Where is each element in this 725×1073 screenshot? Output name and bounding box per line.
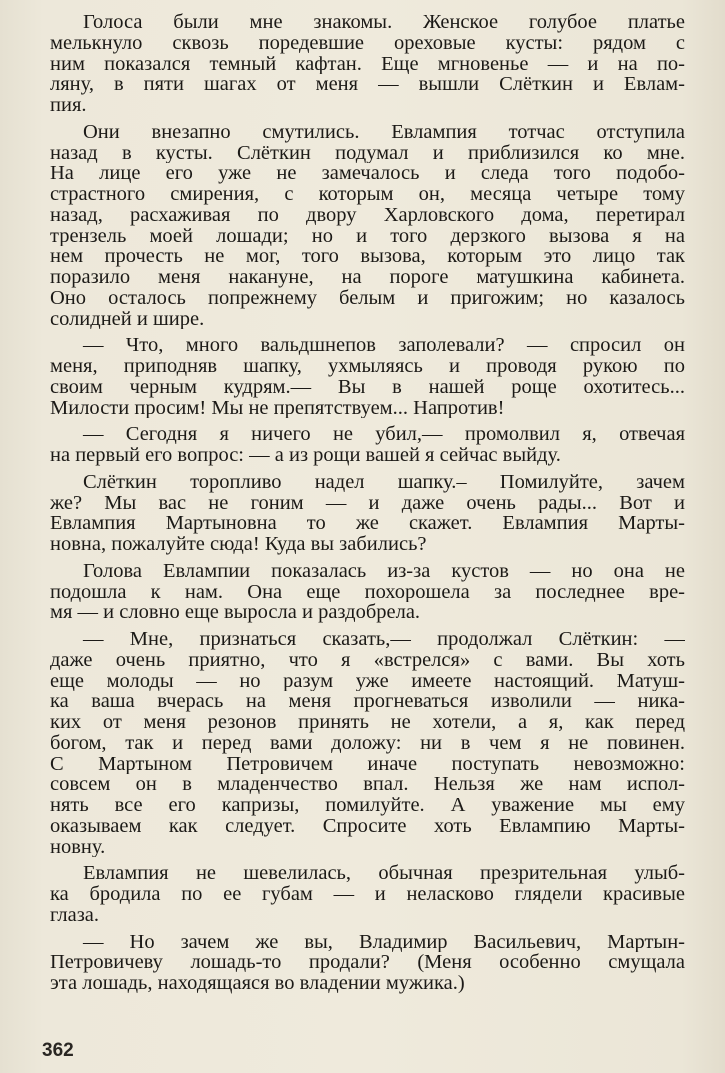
paragraph xyxy=(50,629,685,857)
text-line: Милости просим! Мы не препятствуем... Напротив! xyxy=(50,397,505,419)
text-line: — Но зачем же вы, Владимир Васильевич, Мартын- xyxy=(83,931,685,953)
text-line: мя — и словно еще выросла и раздобрела. xyxy=(50,602,421,623)
paragraph xyxy=(50,122,685,330)
text-line: — Сегодня я ничего не убил,— промолвил я, отвечая xyxy=(83,424,685,445)
text-line: — Что, много вальдшнепов заполевали? — спросил он xyxy=(83,335,685,356)
text-line: же? Мы вас не гоним — и даже очень рады... Вот и xyxy=(50,492,685,514)
text-line: назад, расхаживая по двору Харловского дома, перетирал xyxy=(50,204,685,226)
text-line: еще молоды — но разум уже имеете настоящий. Матуш- xyxy=(50,670,685,692)
text-line: ляну, в пяти шагах от меня — вышли Слёткин и Евлам- xyxy=(50,74,685,95)
page-number: 362 xyxy=(42,1040,74,1061)
paragraph xyxy=(50,561,685,623)
text-line: Голова Евлампии показалась из-за кустов — но она не xyxy=(83,560,685,582)
paragraph xyxy=(50,12,685,116)
paragraph xyxy=(50,932,685,994)
text-line: Евлампия Мартыновна то же скажет. Евлампия Марты- xyxy=(50,513,685,534)
text-line: эта лошадь, находящаяся во владении мужика.) xyxy=(50,973,465,994)
text-line: На лице его уже не замечалось и следа того подобо- xyxy=(50,163,685,184)
text-line: новна, пожалуйте сюда! Куда вы забились? xyxy=(50,534,427,555)
text-line: мелькнуло сквозь поредевшие ореховые кусты: рядом с xyxy=(50,32,685,54)
text-line: страстного смирения, с которым он, месяца четыре тому xyxy=(50,184,685,205)
text-line: назад в кусты. Слёткин подумал и приблизился ко мне. xyxy=(50,142,685,164)
text-line: оказываем как следует. Спросите хоть Евлампию Марты- xyxy=(50,815,685,837)
text-line: Петровичеву лошадь-то продали? (Меня особенно смущала xyxy=(50,952,685,973)
text-line: нять все его капризы, помилуйте. А уважение мы ему xyxy=(50,795,685,816)
text-line: богом, так и перед вами доложу: ни в чем я не повинен. xyxy=(50,732,685,754)
text-line: пия. xyxy=(50,95,87,116)
text-line: ним показался темный кафтан. Еще мгновенье — и на по- xyxy=(50,53,685,75)
text-line: ких от меня резонов принять не хотели, а я, как перед xyxy=(50,712,685,733)
text-line: трензель моей лошади; но и того дерзкого вызова я на xyxy=(50,225,685,247)
text-line: солидней и шире. xyxy=(50,308,205,330)
paragraph xyxy=(50,335,685,418)
text-line: нем прочесть не мог, того вызова, которым это лицо так xyxy=(50,246,685,267)
text-line: даже очень приятно, что я «встрелся» с вами. Вы хоть xyxy=(50,649,685,671)
text-line: Слёткин торопливо надел шапку.– Помилуйте, зачем xyxy=(83,471,685,493)
text-line: своим черным кудрям.— Вы в нашей роще охотитесь... xyxy=(50,376,685,398)
page-body-text xyxy=(50,12,685,994)
text-line: меня, приподняв шапку, ухмыляясь и проводя рукою по xyxy=(50,356,685,377)
text-line: на первый его вопрос: — а из рощи вашей я сейчас выйду. xyxy=(50,445,561,466)
text-line: Евлампия не шевелилась, обычная презрительная улыб- xyxy=(83,863,685,884)
text-line: новну. xyxy=(50,836,106,858)
text-line: совсем он в младенчество впал. Нельзя же нам испол- xyxy=(50,774,685,795)
paragraph xyxy=(50,424,685,466)
text-line: Они внезапно смутились. Евлампия тотчас отступила xyxy=(83,121,685,143)
text-line: подошла к нам. Она еще похорошела за последнее вре- xyxy=(50,581,685,603)
text-line: С Мартыном Петровичем иначе поступать невозможно: xyxy=(50,753,685,775)
text-line: поразило меня накануне, на пороге матушкина кабинета. xyxy=(50,267,685,288)
text-line: — Мне, признаться сказать,— продолжал Слёткин: — xyxy=(83,629,685,650)
paragraph xyxy=(50,472,685,555)
paragraph xyxy=(50,863,685,925)
text-line: глаза. xyxy=(50,904,100,926)
text-line: ка бродила по ее губам — и неласково глядели красивые xyxy=(50,884,685,905)
text-line: ка ваша вчерась на меня прогневаться изволили — ника- xyxy=(50,691,685,712)
text-line: Оно осталось попрежнему белым и пригожим; но казалось xyxy=(50,287,685,309)
text-line: Голоса были мне знакомы. Женское голубое платье xyxy=(83,12,685,33)
